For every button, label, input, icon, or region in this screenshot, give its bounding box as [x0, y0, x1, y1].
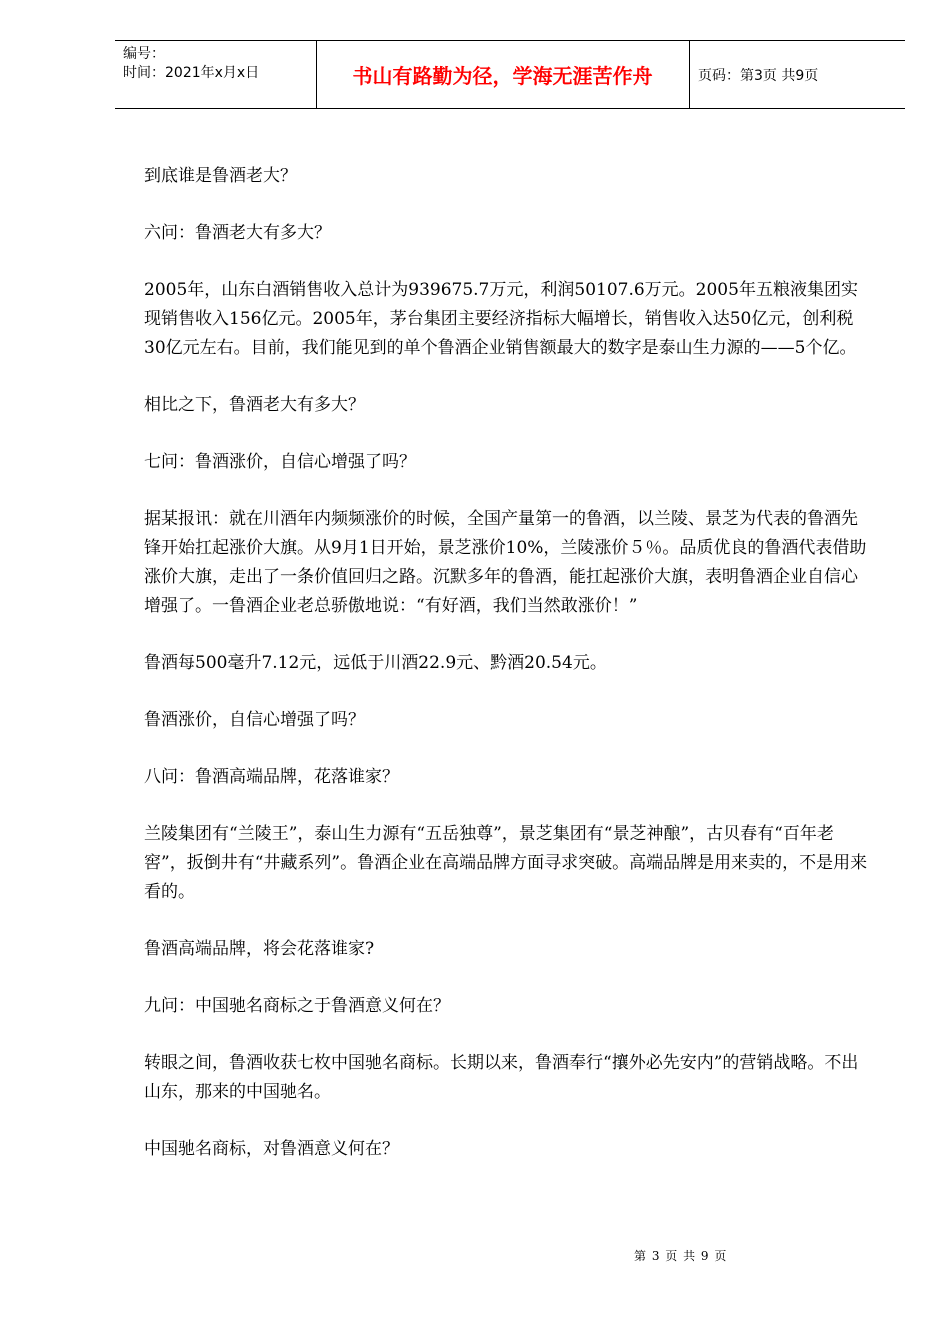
paragraph: 鲁酒高端品牌，将会花落谁家?: [144, 939, 375, 959]
header-page-info: 页码：第3页 共9页: [698, 67, 819, 84]
question-heading: 八问：鲁酒高端品牌，花落谁家？: [144, 767, 399, 787]
document-body: [144, 162, 874, 1192]
paragraph: 兰陵集团有“兰陵王”，泰山生力源有“五岳独尊”，景芝集团有“景芝神酿”，古贝春有“百年老窖”，扳倒井有“井藏系列”。鲁酒企业在高端品牌方面寻求突破。高端品牌是用来卖的，不是用来看的。: [144, 824, 868, 902]
header-meta: [123, 45, 313, 83]
paragraph: 2005年，山东白酒销售收入总计为939675.7万元，利润50107.6万元。2005年五粮液集团实现销售收入156亿元。2005年，茅台集团主要经济指标大幅增长，销售收入达50亿元，创利税30亿元左右。目前，我们能见到的单个鲁酒企业销售额最大的数字是泰山生力源的——5个亿。: [144, 280, 858, 358]
paragraph: 到底谁是鲁酒老大？: [144, 166, 297, 186]
page-footer: 第 3 页 共 9 页: [634, 1249, 728, 1263]
paragraph: 据某报讯：就在川酒年内频频涨价的时候，全国产量第一的鲁酒，以兰陵、景芝为代表的鲁酒先锋开始扛起涨价大旗。从9月1日开始，景芝涨价10%，兰陵涨价５％。品质优良的鲁酒代表借助涨价大旗，走出了一条价值回归之路。沉默多年的鲁酒，能扛起涨价大旗，表明鲁酒企业自信心增强了。一鲁酒企业老总骄傲地说：“有好酒，我们当然敢涨价！”: [144, 509, 867, 616]
doc-time-label: 时间：2021年x月x日: [123, 65, 260, 81]
paragraph: 相比之下，鲁酒老大有多大？: [144, 395, 365, 415]
question-heading: 六问：鲁酒老大有多大？: [144, 223, 331, 243]
header-motto: 书山有路勤为径，学海无涯苦作舟: [352, 64, 653, 88]
header-divider-right: [689, 41, 690, 108]
paragraph: 鲁酒每500毫升7.12元，远低于川酒22.9元、黔酒20.54元。: [144, 653, 607, 673]
doc-number-label: 编号：: [123, 46, 165, 62]
paragraph: 鲁酒涨价，自信心增强了吗？: [144, 710, 365, 730]
paragraph: 中国驰名商标，对鲁酒意义何在？: [144, 1139, 399, 1159]
paragraph: 转眼之间，鲁酒收获七枚中国驰名商标。长期以来，鲁酒奉行“攘外必先安内”的营销战略。不出山东，那来的中国驰名。: [144, 1053, 859, 1102]
question-heading: 九问：中国驰名商标之于鲁酒意义何在？: [144, 996, 450, 1016]
page-header: [115, 40, 905, 109]
question-heading: 七问：鲁酒涨价，自信心增强了吗？: [144, 452, 416, 472]
